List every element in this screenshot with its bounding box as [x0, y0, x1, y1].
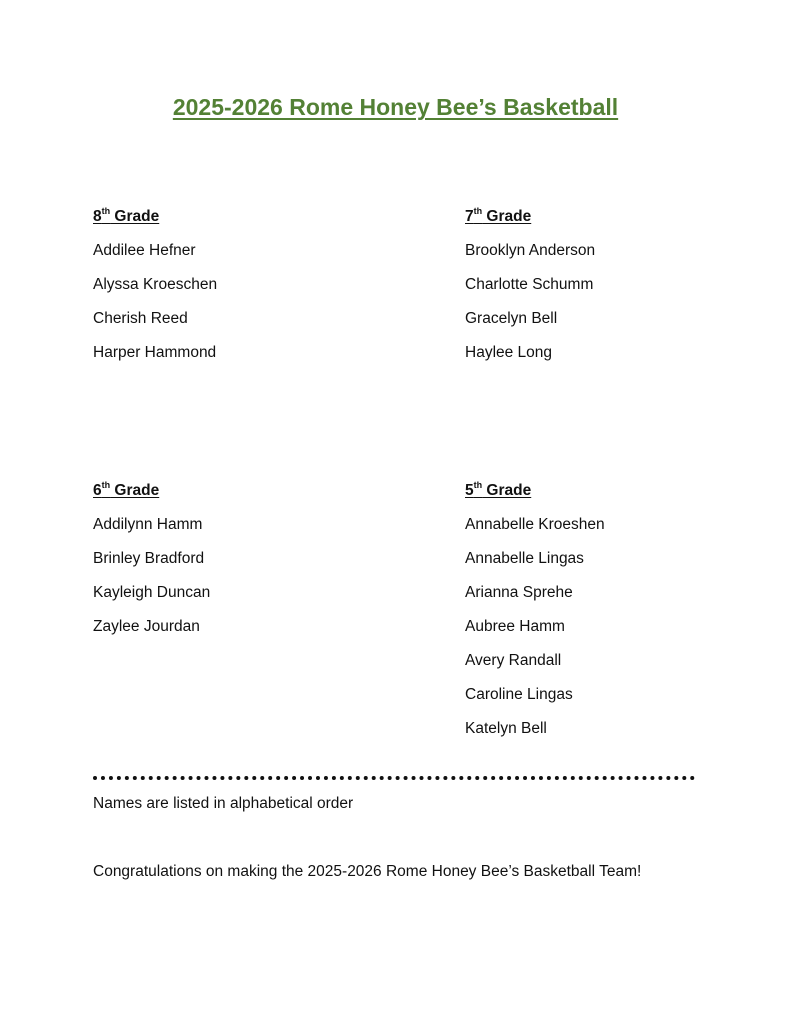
player-name: Caroline Lingas — [465, 686, 573, 703]
grade-label: Grade — [482, 482, 532, 499]
grade-ordinal-suffix: th — [101, 206, 111, 216]
grade-5-roster — [465, 514, 785, 752]
grade-5-heading — [465, 480, 785, 502]
grade-label: Grade — [110, 482, 160, 499]
grade-7-roster — [465, 240, 785, 376]
grade-6-section — [93, 480, 413, 650]
grade-5-section — [465, 480, 785, 752]
grade-ordinal-suffix: th — [473, 480, 483, 490]
grade-number: 5 — [465, 482, 474, 499]
player-name: Annabelle Kroeshen — [465, 516, 605, 533]
grade-8-roster — [93, 240, 413, 376]
grade-ordinal-suffix: th — [473, 206, 483, 216]
player-name: Addilynn Hamm — [93, 516, 203, 533]
player-name: Brooklyn Anderson — [465, 242, 596, 259]
player-name: Aubree Hamm — [465, 618, 565, 635]
player-name: Arianna Sprehe — [465, 584, 573, 601]
grade-8-section — [93, 206, 413, 376]
alphabetical-order-note: Names are listed in alphabetical order — [93, 795, 354, 812]
dotted-divider — [93, 776, 695, 780]
grade-6-roster — [93, 514, 413, 650]
congratulations-message: Congratulations on making the 2025-2026 Rome Honey Bee’s Basketball Team! — [93, 863, 642, 880]
grade-8-heading — [93, 206, 413, 228]
grade-label: Grade — [482, 208, 532, 225]
grade-number: 7 — [465, 208, 474, 225]
grade-ordinal-suffix: th — [101, 480, 111, 490]
grade-6-heading — [93, 480, 413, 502]
grade-number: 6 — [93, 482, 102, 499]
player-name: Alyssa Kroeschen — [93, 276, 218, 293]
player-name: Katelyn Bell — [465, 720, 547, 737]
player-name: Harper Hammond — [93, 344, 217, 361]
player-name: Brinley Bradford — [93, 550, 205, 567]
grade-number: 8 — [93, 208, 102, 225]
grade-7-section — [465, 206, 785, 376]
player-name: Avery Randall — [465, 652, 562, 669]
grade-7-heading — [465, 206, 785, 228]
player-name: Cherish Reed — [93, 310, 188, 327]
player-name: Kayleigh Duncan — [93, 584, 211, 601]
player-name: Gracelyn Bell — [465, 310, 558, 327]
grade-label: Grade — [110, 208, 160, 225]
player-name: Haylee Long — [465, 344, 553, 361]
player-name: Charlotte Schumm — [465, 276, 594, 293]
page-title: 2025-2026 Rome Honey Bee’s Basketball — [172, 94, 619, 120]
player-name: Annabelle Lingas — [465, 550, 584, 567]
player-name: Addilee Hefner — [93, 242, 196, 259]
player-name: Zaylee Jourdan — [93, 618, 200, 635]
